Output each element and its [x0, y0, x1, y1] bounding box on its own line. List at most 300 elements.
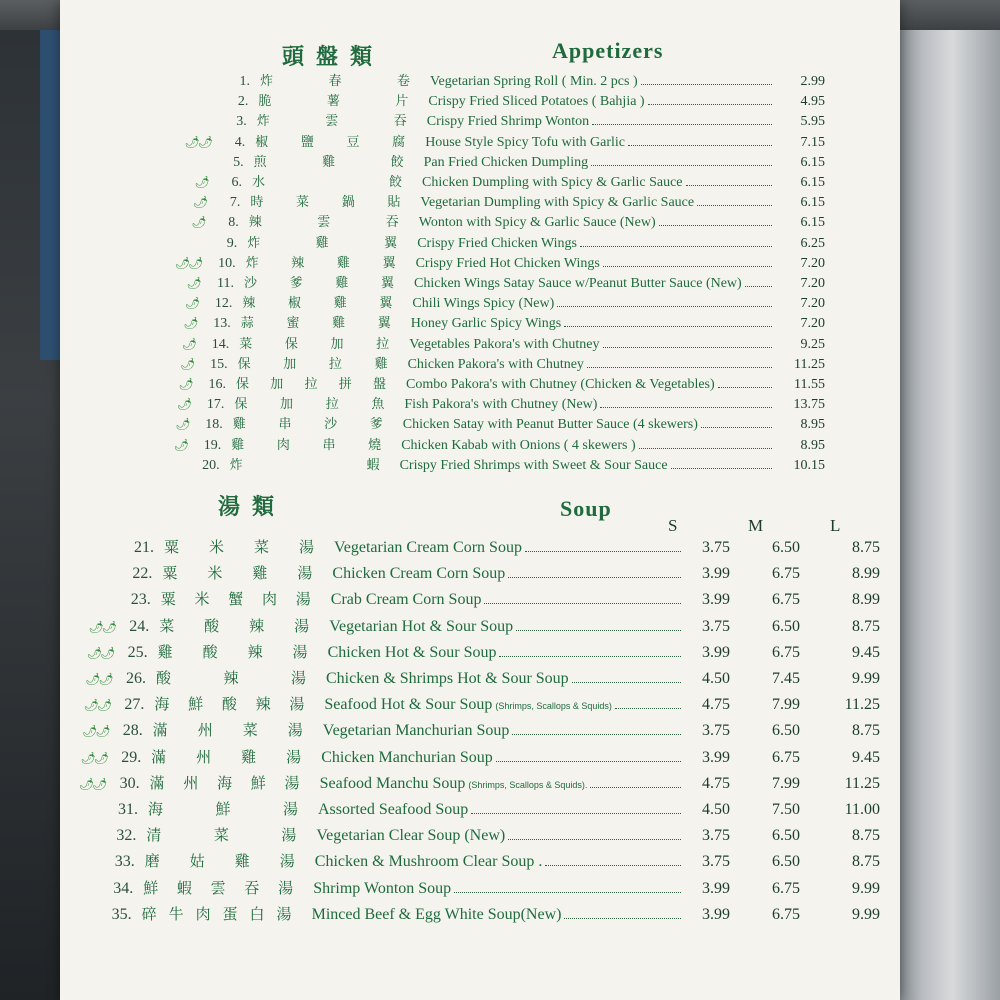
chinese-character: 拉: [325, 397, 339, 413]
list-item: [159, 413, 825, 435]
chinese-character: 吞: [393, 114, 407, 130]
chinese-character: 米: [208, 538, 224, 556]
item-description: [408, 357, 775, 373]
item-number: 29.: [121, 748, 142, 766]
dot-leader: [508, 577, 681, 578]
chinese-character: 蛋: [222, 904, 238, 923]
item-chinese-name: [142, 903, 312, 924]
price-medium: 6.50: [771, 722, 800, 740]
size-label-s: S: [668, 516, 678, 535]
list-item: [76, 772, 880, 794]
chinese-character: 炸: [229, 457, 243, 473]
item-number: 10.: [218, 255, 236, 271]
chinese-character: 米: [194, 590, 210, 609]
item-name: Pan Fried Chicken Dumpling: [423, 154, 589, 170]
chinese-character: 雲: [210, 878, 226, 897]
dot-leader: [590, 787, 681, 788]
item-chinese-name: [148, 798, 318, 819]
chinese-character: 湯: [276, 904, 292, 923]
spicy-pepper-icon: 🌶🌶: [80, 750, 108, 765]
item-name: Assorted Seafood Soup: [318, 801, 469, 818]
chinese-character: 炸: [247, 235, 261, 251]
price-large: 9.45: [851, 643, 880, 661]
chinese-character: 菜: [239, 336, 253, 352]
item-description: [419, 215, 775, 231]
item-note: (Shrimps, Scallops & Squids): [495, 701, 612, 712]
chinese-character: 雞: [333, 296, 347, 312]
item-description: [328, 644, 684, 662]
spicy-pepper-icon: 🌶🌶: [184, 134, 212, 149]
price-small: 3.99: [701, 905, 730, 923]
chinese-character: 辣: [255, 695, 271, 714]
price-medium: 6.50: [772, 539, 800, 556]
item-number: 8.: [228, 215, 239, 231]
item-number: 13.: [213, 316, 231, 332]
item-name: Vegetarian Dumpling with Spicy & Garlic Sauce: [420, 195, 695, 211]
item-chinese-name: [255, 131, 425, 150]
list-item: [156, 454, 825, 476]
chinese-character: 粟: [160, 590, 176, 609]
item-name: Minced Beef & Egg White Soup(New): [311, 905, 562, 923]
chinese-character: 餃: [388, 175, 402, 190]
chinese-character: 湯: [287, 721, 303, 740]
item-number: 11.: [217, 276, 234, 291]
chinese-character: 雲: [325, 114, 339, 130]
chinese-character: 姑: [189, 852, 205, 871]
appetizers-title: Appetizers: [552, 38, 664, 63]
item-chinese-name: [254, 151, 424, 170]
dot-leader: [641, 84, 772, 85]
chinese-character: 卷: [396, 74, 410, 89]
chinese-character: 菜: [242, 721, 258, 740]
chinese-character: 豆: [346, 134, 360, 150]
item-name: Vegetarian Spring Roll ( Min. 2 pcs ): [430, 74, 638, 89]
dot-leader: [454, 892, 681, 893]
item-name: Chicken Pakora's with Chutney: [407, 356, 584, 372]
item-price: 11.25: [794, 356, 825, 372]
spicy-pepper-icon: 🌶: [178, 377, 192, 391]
item-name: Chicken & Mushroom Clear Soup .: [314, 853, 543, 871]
item-number: 14.: [211, 336, 230, 352]
chinese-character: 脆: [258, 94, 272, 110]
list-item: [180, 151, 825, 173]
dot-leader: [648, 104, 772, 105]
item-description: [406, 377, 775, 393]
item-chinese-name: [162, 562, 332, 583]
item-chinese-name: [246, 252, 416, 271]
price-large: 8.99: [851, 591, 880, 609]
price-small: 3.75: [701, 827, 730, 845]
item-chinese-name: [244, 272, 414, 291]
item-number: 17.: [206, 397, 225, 413]
price-medium: 6.75: [771, 591, 800, 609]
spicy-pepper-icon: 🌶🌶: [175, 255, 202, 270]
item-description: [412, 296, 775, 312]
price-large: 8.75: [851, 827, 880, 845]
price-small: 3.75: [701, 722, 730, 740]
chinese-character: 米: [207, 564, 223, 583]
chinese-character: 滿: [152, 721, 168, 740]
item-chinese-name: [233, 413, 403, 432]
item-name: Seafood Hot & Sour Soup: [324, 696, 493, 714]
chinese-character: 湯: [295, 590, 311, 609]
chinese-character: 酸: [202, 642, 218, 661]
dot-leader: [508, 839, 681, 840]
dot-leader: [564, 918, 681, 919]
spicy-pepper-icon: 🌶: [180, 356, 194, 371]
item-number: 1.: [239, 74, 250, 89]
item-number: 27.: [124, 696, 145, 714]
appetizers-cn-title: 頭盤類: [282, 45, 385, 70]
list-item: [170, 272, 825, 294]
price-medium: 6.75: [771, 565, 800, 583]
chinese-character: 水: [252, 175, 266, 190]
price-small: 3.75: [701, 853, 730, 871]
chinese-character: 翼: [382, 255, 396, 271]
price-medium: 7.45: [772, 670, 800, 687]
item-number: 34.: [113, 879, 134, 897]
chinese-character: 辣: [291, 255, 305, 271]
spicy-pepper-icon: 🌶🌶: [87, 645, 114, 660]
item-name: Honey Garlic Spicy Wings: [410, 316, 562, 332]
chinese-character: 腐: [392, 134, 406, 150]
dot-leader: [701, 427, 772, 428]
spicy-pepper-icon: 🌶: [181, 336, 196, 351]
item-description: [332, 565, 684, 583]
soup-cn-title: 湯類: [218, 495, 287, 520]
chinese-character: 湯: [289, 695, 305, 714]
chinese-character: 爹: [289, 276, 303, 291]
item-name: Chicken & Shrimps Hot & Sour Soup: [326, 670, 569, 687]
item-chinese-name: [238, 353, 408, 372]
list-item: [77, 746, 880, 768]
item-chinese-name: [234, 393, 404, 412]
chinese-character: 滿: [149, 773, 165, 792]
item-number: 12.: [214, 296, 233, 312]
spicy-pepper-icon: 🌶🌶: [79, 776, 106, 791]
dot-leader: [639, 448, 772, 449]
item-number: 15.: [210, 356, 228, 372]
chinese-character: 加: [280, 397, 294, 413]
item-chinese-name: [159, 615, 329, 636]
spicy-pepper-icon: 🌶: [183, 316, 197, 331]
chinese-character: 燒: [368, 437, 382, 453]
item-price: 11.55: [794, 377, 825, 392]
chinese-character: 盤: [372, 377, 386, 392]
chinese-character: 湯: [297, 564, 313, 583]
dot-leader: [484, 603, 681, 604]
chinese-character: 湯: [298, 538, 314, 556]
item-name: Chicken Cream Corn Soup: [332, 565, 506, 583]
item-description: [416, 256, 775, 272]
item-chinese-name: [145, 850, 315, 871]
list-item: [181, 131, 825, 153]
item-chinese-name: [153, 719, 323, 740]
chinese-character: 湯: [279, 852, 295, 871]
spicy-pepper-icon: 🌶: [193, 195, 207, 210]
price-small: 3.99: [701, 643, 730, 661]
item-description: [422, 175, 775, 191]
item-chinese-name: [158, 641, 328, 662]
item-chinese-name: [164, 536, 334, 557]
chinese-character: 沙: [244, 276, 258, 291]
item-chinese-name: [241, 312, 411, 331]
item-chinese-name: [249, 211, 419, 230]
chinese-character: 鮮: [143, 878, 159, 897]
chinese-character: 拉: [304, 377, 318, 392]
item-price: 6.15: [800, 195, 825, 211]
list-item: [74, 798, 880, 820]
chinese-character: 椒: [288, 296, 302, 312]
chinese-character: 拉: [376, 336, 390, 352]
price-large: 8.75: [851, 853, 880, 871]
item-name: Crispy Fried Chicken Wings: [417, 235, 577, 251]
item-chinese-name: [146, 824, 316, 845]
menu-content: [60, 0, 900, 1000]
item-description: [420, 195, 775, 211]
chinese-character: 鹽: [300, 134, 314, 150]
chinese-character: 海: [148, 800, 164, 818]
chinese-character: 炸: [256, 114, 270, 130]
list-item: [167, 312, 825, 334]
list-item: [175, 211, 825, 233]
dot-leader: [512, 734, 681, 735]
chinese-character: 雞: [234, 852, 250, 871]
size-label-m: M: [748, 516, 764, 535]
item-name: Chicken Manchurian Soup: [321, 748, 493, 766]
dot-leader: [564, 326, 772, 327]
item-price: 7.15: [800, 134, 825, 150]
spicy-pepper-icon: 🌶: [194, 175, 208, 189]
spicy-pepper-icon: 🌶: [173, 437, 188, 452]
item-description: [409, 337, 775, 353]
chinese-character: 湯: [294, 616, 310, 635]
list-item: [157, 434, 825, 456]
item-name: Chicken Wings Satay Sauce w/Peanut Butter Sauce (New): [414, 276, 742, 291]
item-chinese-name: [231, 434, 401, 453]
item-description: [312, 906, 684, 924]
item-number: 25.: [127, 643, 148, 661]
list-item: [168, 292, 825, 314]
chinese-character: 鮮: [250, 773, 266, 792]
price-large: 8.99: [851, 565, 880, 583]
list-item: [186, 70, 825, 92]
chinese-character: 雞: [322, 154, 336, 170]
item-number: 4.: [234, 134, 246, 150]
item-description: [329, 618, 684, 636]
price-large: 9.45: [851, 748, 880, 766]
chinese-character: 白: [249, 904, 265, 923]
list-item: [160, 393, 825, 415]
item-price: 6.15: [800, 175, 825, 190]
dot-leader: [659, 225, 772, 226]
item-description: [430, 74, 775, 90]
price-large: 9.99: [851, 879, 880, 897]
spicy-pepper-icon: 🌶: [191, 215, 205, 230]
item-name: Chili Wings Spicy (New): [412, 296, 555, 312]
item-description: [425, 135, 775, 151]
chinese-character: 肉: [276, 437, 290, 453]
dot-leader: [745, 286, 772, 287]
item-price: 6.25: [800, 235, 825, 251]
price-medium: 6.75: [771, 643, 800, 661]
chinese-character: 魚: [371, 397, 385, 413]
chinese-character: 加: [330, 336, 344, 352]
price-medium: 6.50: [771, 617, 800, 635]
spicy-pepper-icon: 🌶: [177, 397, 191, 412]
item-number: 33.: [114, 853, 135, 871]
chinese-character: 翼: [384, 235, 398, 251]
list-item: [79, 719, 880, 741]
chinese-character: 肉: [195, 904, 211, 923]
dot-leader: [471, 813, 681, 814]
dot-leader: [516, 630, 681, 631]
list-item: [80, 693, 880, 715]
list-item: [178, 171, 825, 193]
list-item: [71, 850, 880, 872]
price-large: 11.25: [844, 774, 880, 792]
item-price: 8.95: [800, 417, 825, 433]
spicy-pepper-icon: 🌶🌶: [82, 724, 109, 739]
dot-leader: [686, 185, 772, 186]
item-number: 18.: [205, 417, 223, 433]
item-name: Vegetarian Clear Soup (New): [316, 827, 506, 845]
spicy-pepper-icon: 🌶: [175, 417, 189, 432]
chinese-character: 保: [237, 356, 251, 372]
item-name: Crispy Fried Sliced Potatoes ( Bahjia ): [428, 94, 645, 110]
item-number: 2.: [237, 94, 249, 110]
chinese-character: 州: [196, 747, 212, 766]
chinese-character: 蝦: [366, 457, 380, 473]
list-item: [68, 903, 880, 925]
item-description: [411, 316, 775, 332]
item-description: [316, 827, 684, 845]
item-number: 7.: [229, 195, 241, 211]
item-name: Shrimp Wonton Soup: [313, 879, 452, 897]
chinese-character: 蝦: [176, 878, 192, 897]
item-chinese-name: [143, 877, 313, 898]
chinese-character: 雞: [252, 564, 268, 583]
chinese-character: 貼: [387, 195, 401, 211]
item-description: [334, 539, 684, 557]
chinese-character: 雞: [374, 356, 388, 372]
item-description: [324, 696, 684, 714]
item-name: Crab Cream Corn Soup: [330, 591, 482, 609]
chinese-character: 雞: [315, 235, 329, 251]
item-description: [403, 417, 775, 433]
price-small: 4.50: [702, 670, 730, 687]
price-large: 8.75: [852, 539, 880, 556]
price-large: 9.99: [852, 670, 880, 687]
list-item: [162, 373, 825, 395]
list-item: [164, 353, 825, 375]
item-chinese-name: [239, 333, 409, 352]
dot-leader: [592, 124, 772, 125]
spicy-pepper-icon: 🌶🌶: [88, 619, 116, 634]
chinese-character: 雞: [335, 276, 349, 291]
item-name: Vegetables Pakora's with Chutney: [409, 336, 600, 352]
item-chinese-name: [260, 70, 430, 89]
chinese-character: 湯: [278, 878, 294, 897]
item-number: 19.: [203, 437, 222, 453]
chinese-character: 牛: [168, 904, 184, 923]
chinese-character: 串: [278, 417, 292, 433]
item-number: 32.: [116, 827, 137, 845]
item-note: (Shrimps, Scallops & Squids).: [468, 779, 588, 790]
list-item: [172, 252, 825, 274]
item-number: 35.: [111, 905, 132, 923]
chinese-character: 辣: [223, 669, 239, 687]
item-number: 23.: [130, 591, 151, 609]
chinese-character: 雞: [231, 437, 245, 453]
item-description: [400, 458, 775, 474]
item-number: 6.: [231, 175, 242, 190]
chinese-character: 菜: [159, 616, 175, 635]
item-price: 7.20: [800, 276, 825, 291]
chinese-character: 炸: [260, 74, 274, 89]
chinese-character: 加: [270, 377, 284, 392]
soup-title: Soup: [560, 496, 612, 521]
chinese-character: 吞: [244, 878, 260, 897]
chinese-character: 酸: [156, 669, 172, 687]
list-item: [88, 562, 880, 584]
price-large: 8.75: [851, 617, 880, 635]
item-price: 2.99: [800, 74, 825, 89]
chinese-character: 海: [154, 695, 170, 714]
list-item: [165, 333, 825, 355]
chinese-character: 爹: [369, 417, 383, 433]
dot-leader: [525, 551, 681, 552]
item-number: 16.: [208, 377, 226, 392]
price-medium: 7.99: [771, 696, 800, 714]
item-name: Crispy Fried Shrimps with Sweet & Sour Sauce: [399, 457, 668, 473]
price-medium: 6.75: [771, 748, 800, 766]
list-item: [87, 588, 880, 610]
item-description: [320, 775, 684, 793]
price-medium: 6.75: [771, 905, 800, 923]
spicy-pepper-icon: 🌶🌶: [83, 698, 111, 713]
item-price: 5.95: [800, 114, 825, 130]
price-medium: 6.75: [771, 879, 800, 897]
chinese-character: 州: [197, 721, 213, 740]
price-large: 11.25: [844, 696, 880, 714]
item-description: [315, 853, 684, 871]
item-name: Seafood Manchu Soup: [319, 774, 466, 792]
spicy-pepper-icon: 🌶: [186, 276, 200, 290]
dot-leader: [587, 367, 772, 368]
chinese-character: 煎: [253, 154, 267, 170]
chinese-character: 菜: [253, 538, 269, 556]
list-item: [72, 824, 880, 846]
chinese-character: 沙: [324, 417, 338, 433]
item-number: 30.: [119, 774, 140, 792]
item-price: 6.15: [800, 215, 825, 231]
item-chinese-name: [156, 667, 326, 688]
item-description: [404, 397, 775, 413]
chinese-character: 吞: [385, 215, 399, 231]
price-small: 3.99: [701, 879, 730, 897]
item-description: [318, 801, 684, 819]
chinese-character: 湯: [292, 642, 308, 661]
item-chinese-name: [150, 772, 320, 793]
chinese-character: 肉: [262, 590, 278, 609]
chinese-character: 炸: [245, 255, 259, 271]
chinese-character: 雲: [317, 215, 331, 231]
price-medium: 7.50: [772, 801, 800, 818]
chinese-character: 酸: [221, 695, 237, 714]
list-item: [173, 232, 825, 254]
list-item: [85, 615, 880, 637]
